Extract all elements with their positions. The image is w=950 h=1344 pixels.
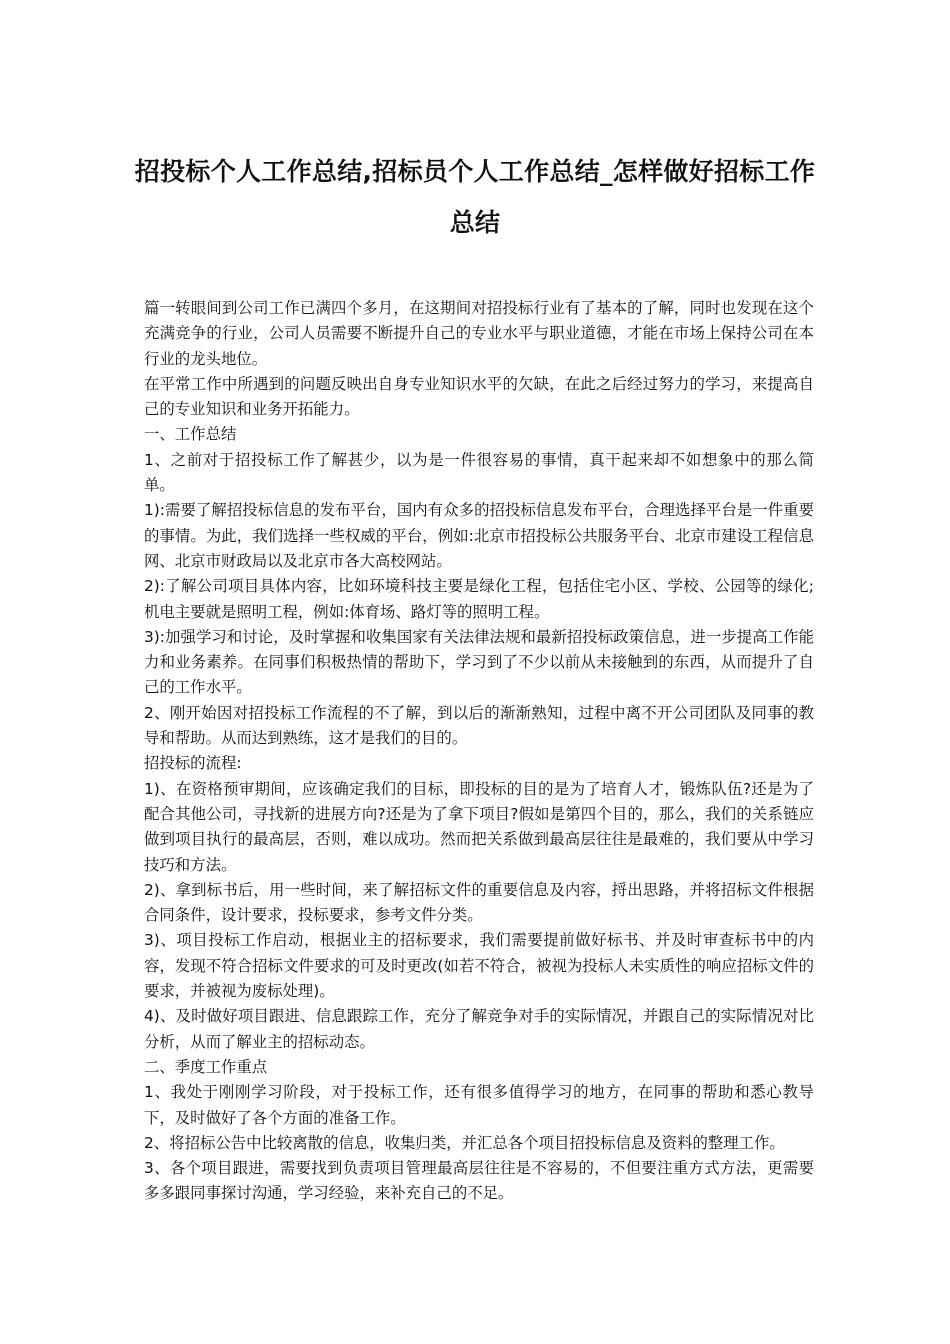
paragraph-subitem-1: 1):需要了解招投标信息的发布平台，国内有众多的招投标信息发布平台，合理选择平台是一件重要的事情。为此，我们选择一些权威的平台，例如:北京市招投标公共服务平台、北京市建设工程信息网、北京市财政局以及北京市各大高校网站。 [144,501,814,570]
paragraph-process-step-4: 4)、及时做好项目跟进、信息跟踪工作，充分了解竞争对手的实际情况，并跟自己的实际情况对比分析，从而了解业主的招标动态。 [144,1007,814,1051]
paragraph-process-step-1: 1)、在资格预审期间，应该确定我们的目标，即投标的目的是为了培育人才，锻炼队伍?还是为了配合其他公司，寻找新的进展方向?还是为了拿下项目?假如是第四个目的，那么，我们的关系链应做到项目执行的最高层，否则，难以成功。然而把关系做到最高层往往是最难的，我们要从中学习技巧和方法。 [144,779,814,874]
section-heading-quarter-focus: 二、季度工作重点 [144,1057,268,1076]
paragraph-subitem-2: 2):了解公司项目具体内容，比如环境科技主要是绿化工程，包括住宅小区、学校、公园等的绿化;机电主要就是照明工程，例如:体育场、路灯等的照明工程。 [144,577,814,621]
paragraph-subitem-3: 3):加强学习和讨论，及时掌握和收集国家有关法律法规和最新招投标政策信息，进一步提高工作能力和业务素养。在同事们积极热情的帮助下，学习到了不少以前从未接触到的东西，从而提升了自己的工作水平。 [144,627,814,697]
paragraph-focus-3: 3、各个项目跟进，需要找到负责项目管理最高层往往是不容易的，不但要注重方式方法，更需要多多跟同事探讨沟通，学习经验，来补充自己的不足。 [144,1159,814,1203]
paragraph-process-step-2: 2)、拿到标书后，用一些时间，来了解招标文件的重要信息及内容，捋出思路，并将招标文件根据合同条件，设计要求，投标要求，参考文件分类。 [144,880,814,925]
paragraph-focus-1: 1、我处于刚刚学习阶段，对于投标工作，还有很多值得学习的地方，在同事的帮助和悉心教导下，及时做好了各个方面的准备工作。 [144,1083,814,1127]
subheading-bidding-process: 招投标的流程: [144,754,242,773]
paragraph-intro: 篇一转眼间到公司工作已满四个多月，在这期间对招投标行业有了基本的了解，同时也发现在这个充满竞争的行业，公司人员需要不断提升自己的专业水平与职业道德，才能在市场上保持公司在本行业的龙头地位。 [144,299,814,368]
paragraph-item-2: 2、刚开始因对招投标工作流程的不了解，到以后的渐渐熟知，过程中离不开公司团队及同事的教导和帮助。从而达到熟练，这才是我们的目的。 [144,703,814,748]
section-heading-work-summary: 一、工作总结 [144,425,237,444]
paragraph-item-1: 1、之前对于招投标工作了解甚少，以为是一件很容易的事情，真干起来却不如想象中的那么简单。 [144,450,814,495]
document-body [144,296,814,1207]
paragraph-reflection: 在平常工作中所遇到的问题反映出自身专业知识水平的欠缺，在此之后经过努力的学习，来提高自己的专业知识和业务开拓能力。 [144,374,814,419]
document-title: 招投标个人工作总结,招标员个人工作总结_怎样做好招标工作总结 [134,157,816,237]
paragraph-process-step-3: 3)、项目投标工作启动，根据业主的招标要求，我们需要提前做好标书、并及时审查标书中的内容，发现不符合招标文件要求的可及时更改(如若不符合，被视为投标人未实质性的响应招标文件的要求，并被视为废标处理)。 [144,931,814,1001]
paragraph-focus-2: 2、将招标公告中比较离散的信息，收集归类，并汇总各个项目招投标信息及资料的整理工作。 [144,1133,785,1152]
